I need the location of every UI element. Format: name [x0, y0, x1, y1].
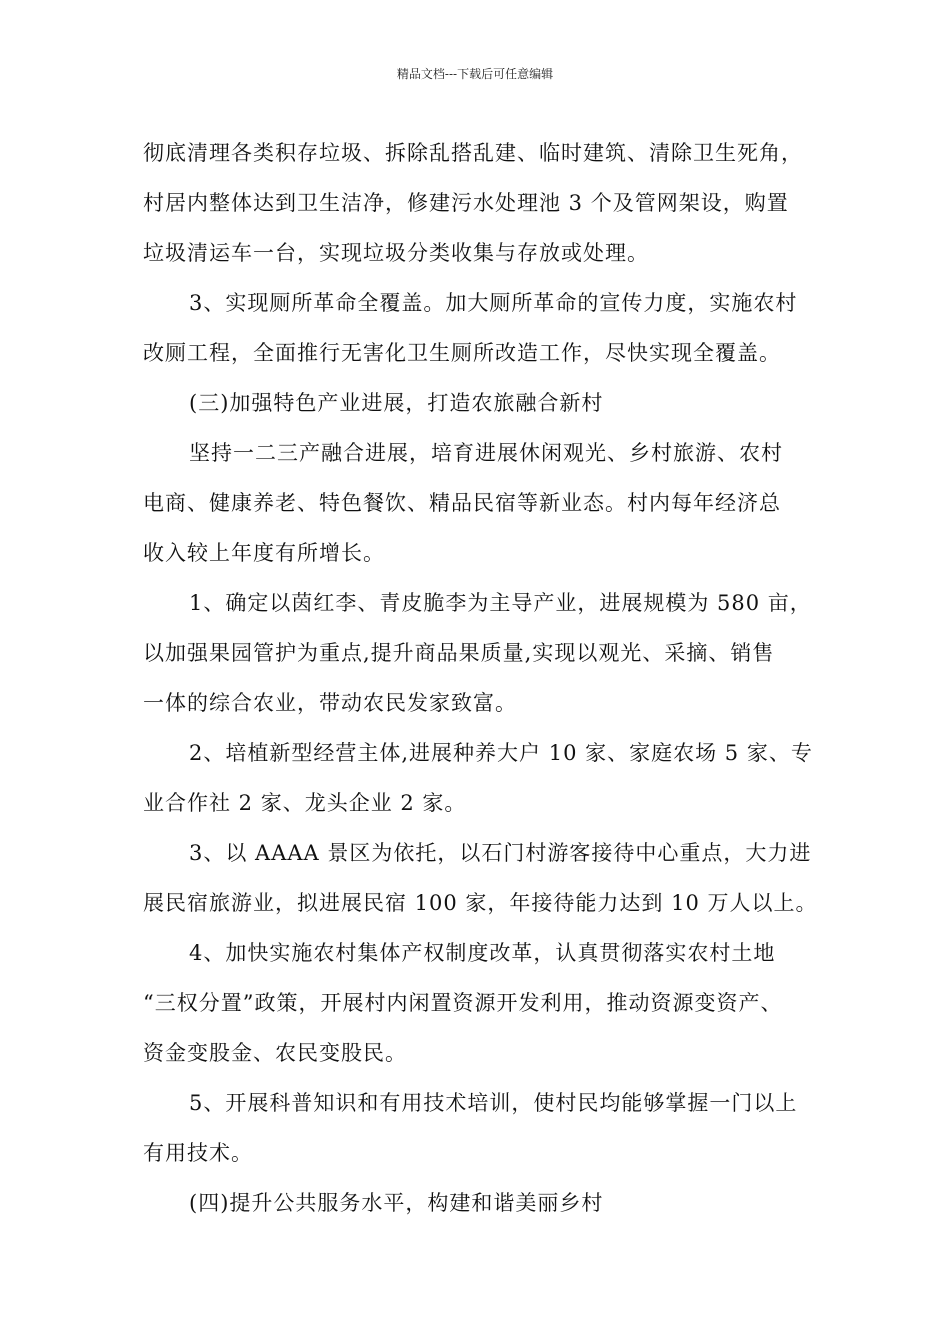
text-line: 3、实现厕所革命全覆盖。加大厕所革命的宣传力度，实施农村 — [189, 291, 798, 315]
text-line: 5、开展科普知识和有用技术培训，使村民均能够掌握一门以上 — [189, 1091, 798, 1115]
text-line: 电商、健康养老、特色餐饮、精品民宿等新业态。村内每年经济总 — [143, 491, 781, 515]
text-line: 一体的综合农业，带动农民发家致富。 — [143, 691, 517, 715]
text-line: 彻底清理各类积存垃圾、拆除乱搭乱建、临时建筑、清除卫生死角， — [143, 141, 803, 165]
text-line: 3、以 AAAA 景区为依托，以石门村游客接待中心重点，大力进 — [189, 841, 812, 865]
text-line: 以加强果园管护为重点,提升商品果质量,实现以观光、采摘、销售 — [143, 641, 775, 665]
text-line: 4、加快实施农村集体产权制度改革，认真贯彻落实农村土地 — [189, 941, 776, 965]
text-line: 收入较上年度有所增长。 — [143, 541, 385, 565]
text-line: 展民宿旅游业，拟进展民宿 100 家，年接待能力达到 10 万人以上。 — [143, 891, 818, 915]
section-heading: (三)加强特色产业进展，打造农旅融合新村 — [189, 391, 604, 415]
document-body — [143, 128, 818, 1228]
section-heading: (四)提升公共服务水平，构建和谐美丽乡村 — [189, 1191, 604, 1215]
text-line: 资金变股金、农民变股民。 — [143, 1041, 407, 1065]
text-line: 业合作社 2 家、龙头企业 2 家。 — [143, 791, 467, 815]
text-line: “三权分置”政策，开展村内闲置资源开发利用，推动资源变资产、 — [143, 991, 783, 1015]
text-line: 坚持一二三产融合进展，培育进展休闲观光、乡村旅游、农村 — [189, 441, 783, 465]
text-line: 村居内整体达到卫生洁净，修建污水处理池 3 个及管网架设，购置 — [143, 191, 789, 215]
text-line: 改厕工程，全面推行无害化卫生厕所改造工作，尽快实现全覆盖。 — [143, 341, 781, 365]
text-line: 有用技术。 — [143, 1141, 253, 1165]
text-line: 2、培植新型经营主体,进展种养大户 10 家、家庭农场 5 家、专 — [189, 741, 813, 765]
text-line: 垃圾清运车一台，实现垃圾分类收集与存放或处理。 — [143, 241, 649, 265]
page-header: 精品文档---下载后可任意编辑 — [396, 67, 554, 81]
text-line: 1、确定以茵红李、青皮脆李为主导产业，进展规模为 580 亩， — [189, 591, 812, 615]
